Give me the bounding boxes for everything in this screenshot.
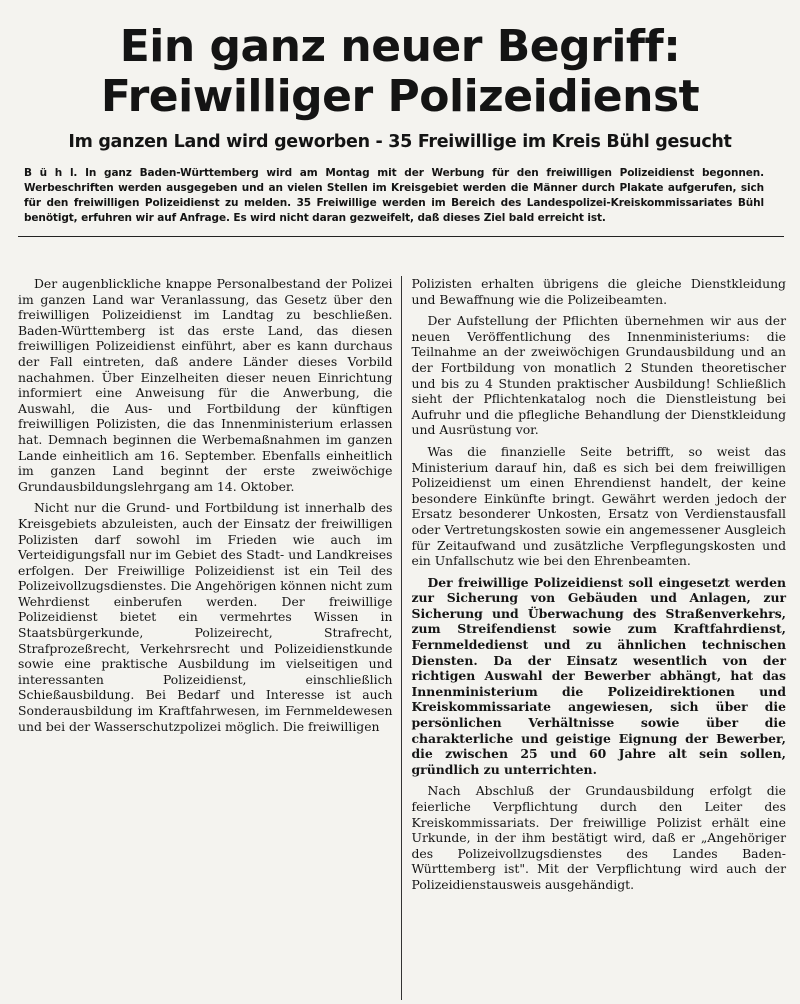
divider-rule	[18, 236, 784, 237]
body-paragraph: Der freiwillige Polizeidienst soll eingesetzt werden zur Sicherung von Gebäuden und Anlagen, zur Sicherung und Überwachung des Straßenverkehrs, zum Streifendienst sowie zum Kraftfahrdienst, Fernmeldedienst und zu ähnlichen technischen Diensten. Da der Einsatz wesentlich von der richtigen Auswahl der Bewerber abhängt, hat das Innenministerium die Polizeidirektionen und Kreiskommissariate angewiesen, sich über die persönlichen Verhältnisse sowie über die charakterliche und geistige Eignung der Bewerber, die zwischen 25 und 60 Jahre alt sein sollen, gründlich zu unterrichten.	[411, 574, 786, 777]
body-paragraph: Was die finanzielle Seite betrifft, so weist das Ministerium darauf hin, daß es sich bei dem freiwilligen Polizeidienst um einen Ehrendienst handelt, der keine besondere Einkünfte bringt. Gewährt werden jedoch der Ersatz besonderer Unkosten, Ersatz von Verdienstausfall oder Vertretungskosten sowie ein angemessener Ausgleich für Zeitaufwand und zusätzliche Verpflegungskosten und ein Unfallschutz wie bei den Ehrenbeamten.	[411, 443, 786, 569]
body-paragraph: Nach Abschluß der Grundausbildung erfolgt die feierliche Verpflichtung durch den Leiter des Kreiskommissariats. Der freiwillige Polizist erhält eine Urkunde, in der ihm bestätigt wird, daß er „Angehöriger des Polizeivollzugsdienstes des Landes Baden-Württemberg ist". Mit der Verpflichtung wird auch der Polizeidienstausweis ausgehändigt.	[411, 783, 786, 892]
body-paragraph: Polizisten erhalten übrigens die gleiche Dienstkleidung und Bewaffnung wie die Polizeibeamten.	[411, 276, 786, 307]
body-paragraph: Nicht nur die Grund- und Fortbildung ist innerhalb des Kreisgebiets abzuleisten, auch der Einsatz der freiwilligen Polizisten darf sowohl im Frieden wie auch im Verteidigungsfall nur im Gebiet des Stadt- und Landkreises erfolgen. Der Freiwillige Polizeidienst ist ein Teil des Polizeivollzugsdienstes. Die Angehörigen können nicht zum Wehrdienst einberufen werden. Der freiwillige Polizeidienst bietet ein vermehrtes Wissen in Staatsbürgerkunde, Polizeirecht, Strafrecht, Strafprozeßrecht, Verkehrsrecht und Polizeidienstkunde sowie eine praktische Ausbildung im vielseitigen und interessanten Polizeidienst, einschließlich Schießausbildung. Bei Bedarf und Interesse ist auch Sonderausbildung im Kraftfahrwesen, im Fernmeldewesen und bei der Wasserschutzpolizei möglich. Die freiwilligen	[18, 500, 393, 734]
article-body	[18, 276, 786, 1000]
body-paragraph: Der augenblickliche knappe Personalbestand der Polizei im ganzen Land war Veranlassung, das Gesetz über den freiwilligen Polizeidienst im Landtag zu beschließen. Baden-Württemberg ist das erste Land, das diesen freiwilligen Polizeidienst einführt, aber es kann durchaus der Fall eintreten, daß andere Länder dieses Vorbild nachahmen. Über Einzelheiten dieser neuen Einrichtung informiert eine Anweisung für die Anwerbung, die Auswahl, die Aus- und Fortbildung der künftigen freiwilligen Polizisten, die das Innenministerium erlassen hat. Demnach beginnen die Werbemaßnahmen im ganzen Lande einheitlich am 16. September. Ebenfalls einheitlich im ganzen Land beginnt der erste zweiwöchige Grundausbildungslehrgang am 14. Oktober.	[18, 276, 393, 494]
headline-line-2: Freiwilliger Polizeidienst	[100, 71, 700, 122]
left-column	[18, 276, 402, 1000]
lead-paragraph: B ü h l. In ganz Baden-Württemberg wird am Montag mit der Werbung für den freiwilligen Polizeidienst begonnen. Werbeschriften werden ausgegeben und an vielen Stellen im Kreisgebiet werden die Männer durch Plakate aufgerufen, sich für den freiwilligen Polizeidienst zu melden. 35 Freiwillige werden im Bereich des Landespolizei-Kreiskommissariates Bühl benötigt, erfuhren wir auf Anfrage. Es wird nicht daran gezweifelt, daß dieses Ziel bald erreicht ist.	[24, 167, 764, 224]
headline-line-1: Ein ganz neuer Begriff:	[119, 21, 681, 72]
body-paragraph: Der Aufstellung der Pflichten übernehmen wir aus der neuen Veröffentlichung des Innenministeriums: die Teilnahme an der zweiwöchigen Grundausbildung und an der Fortbildung von monatlich 2 Stunden theoretischer und bis zu 4 Stunden praktischer Ausbildung! Schließlich sieht der Pflichtenkatalog noch die Dienstleistung bei Aufruhr und die pflegliche Behandlung der Dienstkleidung und Ausrüstung vor.	[411, 313, 786, 438]
subheadline: Im ganzen Land wird geworben - 35 Freiwillige im Kreis Bühl gesucht	[68, 132, 732, 152]
right-column	[402, 276, 787, 1000]
